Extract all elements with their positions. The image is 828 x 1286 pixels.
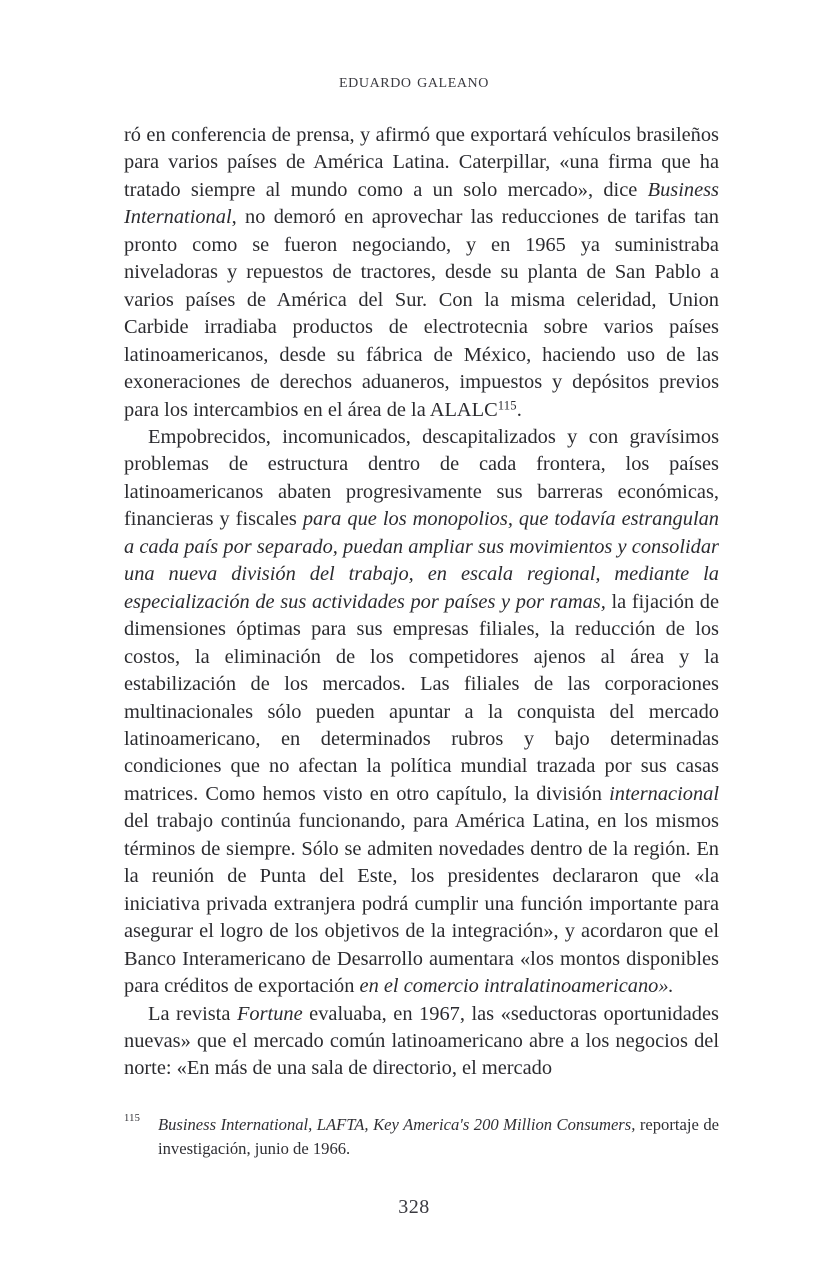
footnote-number: 115	[124, 1113, 141, 1124]
footnote-title: Business International, LAFTA, Key America's 200 Million Consumers,	[158, 1115, 636, 1134]
paragraph	[124, 122, 719, 424]
text-run: ró en conferencia de prensa, y afirmó que exportará vehículos brasileños para varios países de América Latina. Caterpillar, «una firma que ha tratado siempre al mundo como a un solo mercado», dice	[124, 124, 719, 201]
footnote-area	[124, 1113, 719, 1160]
text-run: del trabajo continúa funcionando, para América Latina, en los mismos términos de siempre. Sólo se admiten novedades dentro de la región. En la reunión de Punta del Este, los presidentes declararon que «la iniciativa privada extranjera podrá cumplir una función importante para asegurar el logro de los objetivos de la integración», y acordaron que el Banco Interamericano de Desarrollo aumentara «los montos disponibles para créditos de exportación	[124, 810, 719, 998]
italic-run: para que los monopolios, que todavía estrangulan a cada país por separado, puedan ampliar sus movimientos y consolidar una nueva división del trabajo, en escala regional, mediante la especialización de sus actividades por países y por ramas,	[124, 508, 719, 613]
text-block	[124, 122, 719, 1083]
italic-run: internacional	[609, 782, 719, 805]
text-run: .	[516, 398, 522, 421]
text-run: evaluaba, en 1967, las «seductoras oportunidades nuevas» que el mercado común latinoamericano abre a los negocios del norte: «En más de una sala de directorio, el mercado	[124, 1002, 719, 1080]
italic-run: en el comercio intralatinoamericano».	[359, 975, 674, 998]
text-run: , no demoró en aprovechar las reducciones de tarifas tan pronto como se fueron negociando, y en 1965 ya suministraba niveladoras y repuestos de tractores, desde su planta de San Pablo a varios países de América del Sur. Con la misma celeridad, Union Carbide irradiaba productos de electrotecnia sobre varios países latinoamericanos, desde su fábrica de México, haciendo uso de las exoneraciones de derechos aduaneros, impuestos y depósitos previos para los intercambios en el área de la ALALC	[124, 206, 719, 421]
text-run: La revista	[148, 1002, 237, 1025]
running-head: eduardo galeano	[339, 71, 489, 92]
text-run: la fijación de dimensiones óptimas para sus empresas filiales, la reducción de los costos, la eliminación de los competidores ajenos al área y la estabilización de los mercados. Las filiales de las corporaciones multinacionales sólo pueden apuntar a la conquista del mercado latinoamericano, en determinados rubros y bajo determinadas condiciones que no afectan la política mundial trazada por sus casas matrices. Como hemos visto en otro capítulo, la división	[124, 590, 720, 805]
paragraph	[124, 1001, 719, 1083]
italic-run: Fortune	[236, 1002, 303, 1025]
italic-run: Business International	[124, 178, 719, 229]
footnote-reference[interactable]: 115	[497, 397, 517, 412]
paragraph	[124, 424, 719, 1001]
page-number: 328	[398, 1196, 430, 1218]
text-run: Empobrecidos, incomunicados, descapitalizados y con gravísimos problemas de estructura dentro de cada frontera, los países latinoamericanos abaten progresivamente sus barreras económicas, financieras y fiscales	[124, 425, 719, 531]
footnote	[124, 1113, 719, 1160]
footnote-text-run: reportaje de investigación, junio de 1966.	[158, 1115, 719, 1158]
